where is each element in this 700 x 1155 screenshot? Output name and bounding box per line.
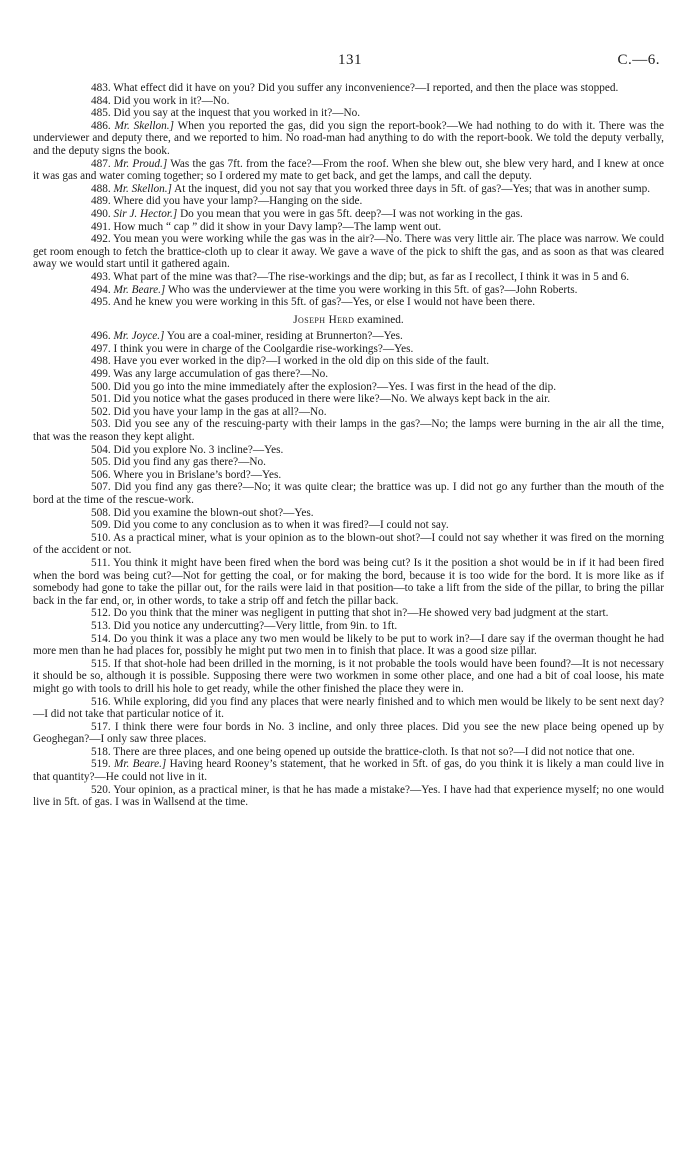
question-paragraph xyxy=(33,343,664,356)
question-paragraph xyxy=(33,444,664,457)
question-paragraph xyxy=(33,368,664,381)
question-paragraph xyxy=(33,418,664,443)
question-number: 518. xyxy=(91,745,111,758)
speaker-name: Mr. Joyce.] xyxy=(113,330,165,343)
question-text: Did you come to any conclusion as to when it was fired?—I could not say. xyxy=(113,519,449,532)
speaker-name: Mr. Skellon.] xyxy=(113,182,172,195)
question-paragraph xyxy=(33,381,664,394)
question-paragraph xyxy=(33,784,664,809)
question-paragraph xyxy=(33,120,664,158)
question-number: 498. xyxy=(91,355,111,368)
question-text: Having heard Rooney’s statement, that he worked in 5ft. of gas, do you think it is likely a man could live in that quantity?—He could not live in it. xyxy=(33,758,665,784)
question-paragraph xyxy=(33,271,664,284)
question-number: 511. xyxy=(91,556,111,569)
question-text: Your opinion, as a practical miner, is that he has made a mistake?—Yes. I have had that experience myself; no one would live in 5ft. of gas. I was in Wallsend at the time. xyxy=(33,783,664,809)
question-number: 502. xyxy=(91,405,111,418)
speaker-name: Mr. Proud.] xyxy=(113,157,168,170)
question-paragraph xyxy=(33,95,664,108)
question-number: 503. xyxy=(91,418,111,431)
question-paragraph xyxy=(33,696,664,721)
question-number: 497. xyxy=(91,342,111,355)
question-text: You mean you were working while the gas was in the air?—No. There was very little air. The place was narrow. We could get room enough to fetch the brattice-cloth up to clear it away. We gave a wave of the pick to shift the gas, and as soon as that was cleared away we would start until it gathered again. xyxy=(33,233,664,271)
question-number: 504. xyxy=(91,443,111,456)
speaker-name: Mr. Beare.] xyxy=(114,758,167,771)
testimony-body xyxy=(33,82,664,809)
question-text: When you reported the gas, did you sign the report-book?—We had nothing to do with it. There was the underviewer and deputy there, and we reported to him. No road-man had anything to do with the report-book. We told the deputy verbally, and the deputy signs the book. xyxy=(33,119,665,157)
question-text: Did you notice any undercutting?—Very little, from 9in. to 1ft. xyxy=(113,619,398,632)
question-paragraph xyxy=(33,195,664,208)
question-paragraph xyxy=(33,393,664,406)
question-text: Was any large accumulation of gas there?—No. xyxy=(113,368,329,381)
question-number: 496. xyxy=(91,330,111,343)
question-number: 520. xyxy=(91,783,111,796)
question-paragraph xyxy=(33,633,664,658)
question-paragraph xyxy=(33,758,664,783)
page-header xyxy=(0,52,700,70)
question-number: 487. xyxy=(91,157,111,170)
question-number: 484. xyxy=(91,94,111,107)
question-paragraph xyxy=(33,183,664,196)
question-paragraph xyxy=(33,107,664,120)
speaker-name: Sir J. Hector.] xyxy=(113,207,178,220)
question-paragraph xyxy=(33,469,664,482)
question-paragraph xyxy=(33,607,664,620)
question-number: 512. xyxy=(91,607,111,620)
question-number: 499. xyxy=(91,368,111,381)
question-paragraph xyxy=(33,507,664,520)
witness-heading xyxy=(33,314,664,327)
question-text: At the inquest, did you not say that you worked three days in 5ft. of gas?—Yes; that was in another sump. xyxy=(174,182,651,195)
question-number: 505. xyxy=(91,456,111,469)
question-number: 517. xyxy=(91,720,111,733)
question-number: 515. xyxy=(91,657,111,670)
question-paragraph xyxy=(33,481,664,506)
question-number: 495. xyxy=(91,296,111,309)
question-text: Do you mean that you were in gas 5ft. deep?—I was not working in the gas. xyxy=(180,207,523,220)
question-text: What part of the mine was that?—The rise-workings and the dip; but, as far as I recollect, I think it was in 5 and 6. xyxy=(113,270,630,283)
question-number: 519. xyxy=(91,758,111,771)
question-paragraph xyxy=(33,208,664,221)
question-paragraph xyxy=(33,746,664,759)
question-number: 506. xyxy=(91,468,111,481)
question-number: 507. xyxy=(91,481,111,494)
question-text: Did you have your lamp in the gas at all?—No. xyxy=(113,405,327,418)
question-text: Do you think it was a place any two men would be likely to be put to work in?—I dare say if the overman thought he had more men than he had places for, possibly he might put two men in to finish that place. It was a good size pillar. xyxy=(33,632,665,658)
speaker-name: Mr. Skellon.] xyxy=(114,119,174,132)
question-number: 483. xyxy=(91,82,111,94)
question-number: 493. xyxy=(91,270,111,283)
question-paragraph xyxy=(33,355,664,368)
document-reference: C.—6. xyxy=(617,52,660,68)
question-text: Did you work in it?—No. xyxy=(113,94,230,107)
question-text: If that shot-hole had been drilled in the morning, is it not probable the tools would have been found?—It is not necessary it should be so, although it is possible. Supposing there were two workmen in some other place, and one had a bit of coal loose, his mate might go with tools to drill his hole to get ready, while the other finished the place they were in. xyxy=(33,657,665,695)
question-text: Where you in Brislane’s bord?—Yes. xyxy=(113,468,282,481)
question-text: While exploring, did you find any places that were nearly finished and to which men would be likely to be sent next day?—I did not take that particular notice of it. xyxy=(33,695,664,721)
question-text: Did you explore No. 3 incline?—Yes. xyxy=(113,443,284,456)
question-paragraph xyxy=(33,221,664,234)
question-text: Have you ever worked in the dip?—I worked in the old dip on this side of the fault. xyxy=(113,355,490,368)
question-text: And he knew you were working in this 5ft. of gas?—Yes, or else I would not have been there. xyxy=(112,296,536,309)
question-text: Did you notice what the gases produced in there were like?—No. We always kept back in the air. xyxy=(113,393,551,406)
question-number: 500. xyxy=(91,380,111,393)
witness-name: Joseph Herd xyxy=(293,313,355,326)
question-text: Where did you have your lamp?—Hanging on the side. xyxy=(113,195,363,208)
question-paragraph xyxy=(33,532,664,557)
question-number: 494. xyxy=(91,283,111,296)
question-number: 488. xyxy=(91,182,111,195)
testimony-block-joseph-herd xyxy=(33,330,664,809)
speaker-name: Mr. Beare.] xyxy=(113,283,166,296)
question-paragraph xyxy=(33,233,664,271)
question-number: 485. xyxy=(91,107,111,120)
question-number: 510. xyxy=(91,531,111,544)
question-text: Did you find any gas there?—No; it was quite clear; the brattice was up. I did not go any further than the mouth of the bord at the time of the rescue-work. xyxy=(33,481,665,506)
question-text: As a practical miner, what is your opinion as to the blown-out shot?—I could not say whether it was fired on the morning of the accident or not. xyxy=(33,531,664,557)
question-text: How much “ cap ” did it show in your Davy lamp?—The lamp went out. xyxy=(113,220,442,233)
question-text: Did you go into the mine immediately after the explosion?—Yes. I was first in the head of the dip. xyxy=(113,380,557,393)
testimony-block-previous-witness xyxy=(33,82,664,309)
question-text: Did you see any of the rescuing-party with their lamps in the gas?—No; the lamps were burning in the air all the time, that was the reason they kept alight. xyxy=(33,418,665,444)
question-paragraph xyxy=(33,721,664,746)
question-paragraph xyxy=(33,519,664,532)
question-number: 491. xyxy=(91,220,111,233)
question-number: 514. xyxy=(91,632,111,645)
question-paragraph xyxy=(33,284,664,297)
question-text: I think there were four bords in No. 3 incline, and only three places. Did you see the new place being opened up by Geoghegan?—I only saw three places. xyxy=(33,720,665,746)
question-text: I think you were in charge of the Coolgardie rise-workings?—Yes. xyxy=(113,342,414,355)
question-text: You think it might have been fired when the bord was being cut? Is it the position a shot would be in if it had been fired when the bord was being cut?—Not for getting the coal, or for making the bord, because it is too wide for the bord. It is more like as if somebody had gone to take the pillar out, for the rails were laid in that position—to take a lift from the side of the pillar, to bring the pillar back in the far end, or, in other words, to take a strip off and fetch the pillar back. xyxy=(33,556,664,607)
question-text: There are three places, and one being opened up outside the brattice-cloth. Is that not so?—I did not notice that one. xyxy=(113,745,635,758)
question-number: 492. xyxy=(91,233,111,246)
question-text: Do you think that the miner was negligent in putting that shot in?—He showed very bad judgment at the start. xyxy=(113,607,609,620)
question-paragraph xyxy=(33,82,664,95)
question-number: 509. xyxy=(91,519,111,532)
question-paragraph xyxy=(33,557,664,607)
question-text: Did you say at the inquest that you worked in it?—No. xyxy=(113,107,361,120)
question-number: 501. xyxy=(91,393,111,406)
question-text: Did you find any gas there?—No. xyxy=(113,456,266,469)
question-text: Was the gas 7ft. from the face?—From the roof. When she blew out, she blew very hard, and I knew at once it was gas and water coming together; so I ordered my mate to get back, and get the lamps, and call the deputy. xyxy=(33,157,665,183)
question-number: 486. xyxy=(91,119,111,132)
question-text: Did you examine the blown-out shot?—Yes. xyxy=(113,506,314,519)
question-number: 489. xyxy=(91,195,111,208)
question-paragraph xyxy=(33,406,664,419)
question-paragraph xyxy=(33,658,664,696)
question-text: What effect did it have on you? Did you suffer any inconvenience?—I reported, and then the place was stopped. xyxy=(113,82,619,94)
witness-heading-suffix: examined. xyxy=(357,313,404,326)
question-paragraph xyxy=(33,456,664,469)
page-number: 131 xyxy=(338,52,362,68)
question-paragraph xyxy=(33,158,664,183)
question-paragraph xyxy=(33,296,664,309)
question-number: 513. xyxy=(91,619,111,632)
question-number: 508. xyxy=(91,506,111,519)
question-number: 490. xyxy=(91,207,111,220)
question-number: 516. xyxy=(91,695,111,708)
question-text: Who was the underviewer at the time you were working in this 5ft. of gas?—John Roberts. xyxy=(167,283,578,296)
question-paragraph xyxy=(33,330,664,343)
question-paragraph xyxy=(33,620,664,633)
question-text: You are a coal-miner, residing at Brunnerton?—Yes. xyxy=(166,330,403,343)
